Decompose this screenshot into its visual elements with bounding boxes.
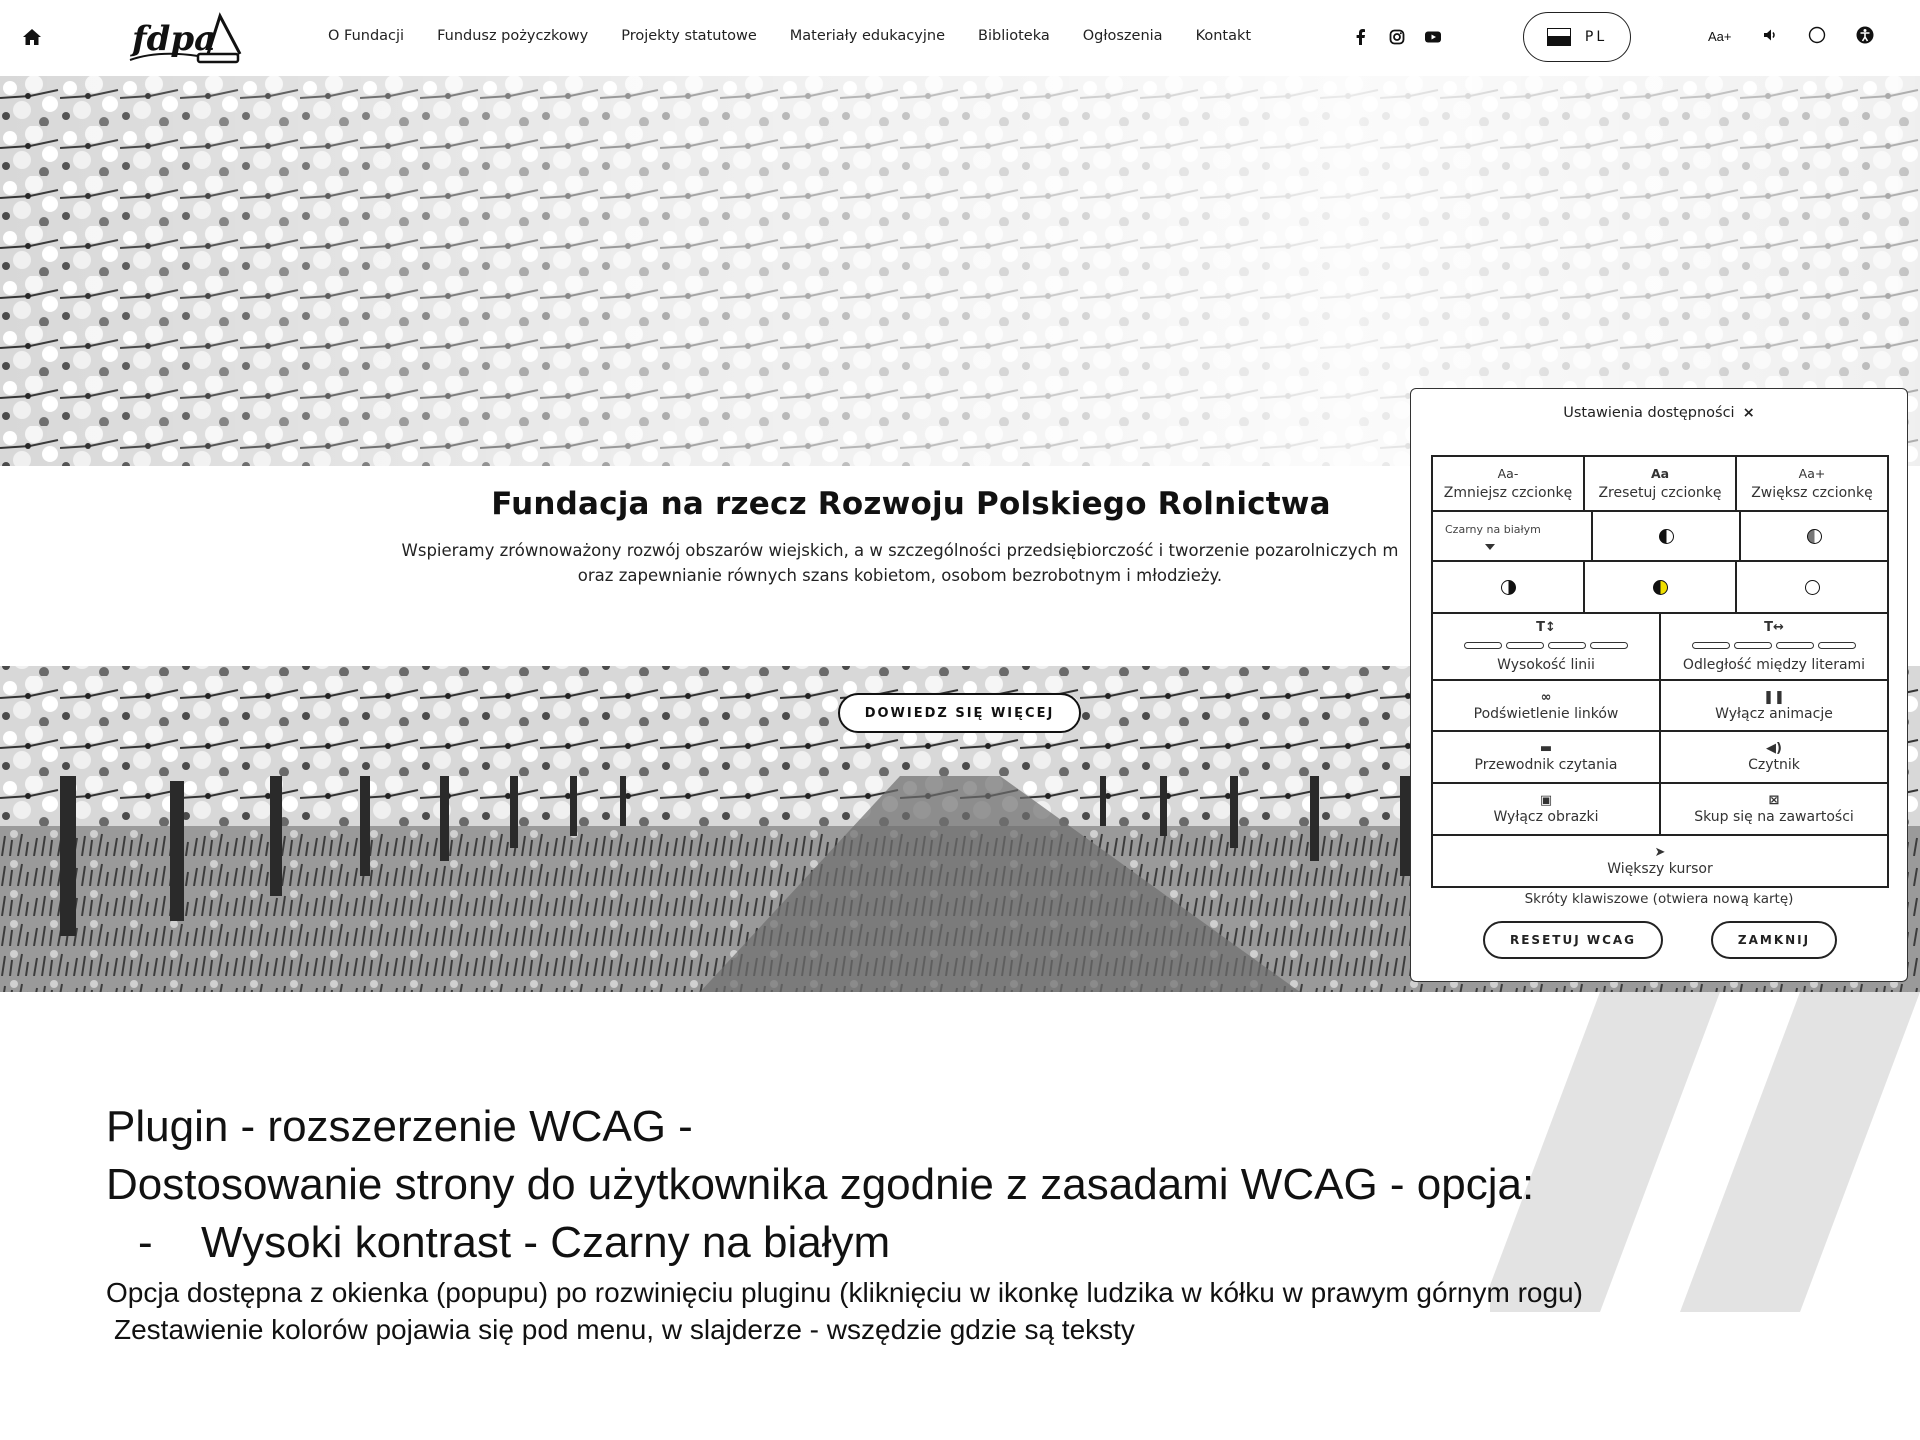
font-size-toggle[interactable]: Aa+	[1708, 29, 1732, 44]
keyboard-shortcuts-link[interactable]: Skróty klawiszowe (otwiera nową kartę)	[1524, 891, 1794, 907]
contrast-circle-icon[interactable]	[1808, 26, 1826, 47]
cursor-icon: ➤	[1654, 845, 1666, 860]
contrast-option-dark-button[interactable]	[1593, 512, 1741, 560]
reading-guide-label: Przewodnik czytania	[1474, 757, 1618, 773]
disable-animations-button[interactable]	[1661, 681, 1887, 730]
caption-line: Dostosowanie strony do użytkownika zgodnie z zasadami WCAG - opcja:	[106, 1160, 1535, 1209]
disable-images-label: Wyłącz obrazki	[1493, 809, 1599, 825]
focus-icon: ⊠	[1768, 793, 1780, 808]
image-icon: ▣	[1539, 793, 1553, 808]
accessibility-options-grid	[1431, 455, 1889, 888]
bigger-cursor-button[interactable]	[1433, 836, 1887, 886]
hero-subtitle	[400, 538, 1400, 588]
menu-item-o-fundacji[interactable]: O Fundacji	[328, 28, 405, 44]
close-button[interactable]: ZAMKNIJ	[1711, 921, 1837, 959]
menu-item-kontakt[interactable]: Kontakt	[1195, 28, 1252, 44]
contrast-half-icon	[1659, 529, 1674, 544]
contrast-half-icon	[1807, 529, 1822, 544]
menu-item-fundusz-pozyczkowy[interactable]: Fundusz pożyczkowy	[437, 28, 589, 44]
decrease-font-button[interactable]	[1433, 457, 1585, 510]
menu-item-projekty-statutowe[interactable]: Projekty statutowe	[621, 28, 757, 44]
popup-title: Ustawienia dostępności	[1563, 405, 1735, 421]
contrast-select[interactable]	[1433, 512, 1593, 560]
bullet-dash: -	[138, 1218, 153, 1267]
disable-animations-label: Wyłącz animacje	[1715, 705, 1833, 722]
home-icon[interactable]	[22, 28, 42, 46]
font-decrease-icon: Aa-	[1497, 466, 1519, 481]
reading-guide-icon: ▬	[1539, 741, 1553, 756]
highlight-links-button[interactable]	[1433, 681, 1661, 730]
top-navigation	[0, 0, 1920, 76]
pause-icon: ❚❚	[1763, 689, 1785, 705]
contrast-option-gray-button[interactable]	[1741, 512, 1887, 560]
menu-item-ogloszenia[interactable]: Ogłoszenia	[1082, 28, 1163, 44]
language-label: PL	[1584, 29, 1608, 45]
increase-font-label: Zwiększ czcionkę	[1751, 485, 1873, 501]
contrast-select-value: Czarny na białym	[1445, 522, 1541, 536]
caption-note: Opcja dostępna z okienka (popupu) po rozwinięciu pluginu (kliknięciu w ikonkę ludzika w kółku w prawym górnym rogu)	[106, 1277, 1583, 1308]
instagram-icon[interactable]	[1388, 28, 1406, 46]
reset-font-button[interactable]	[1585, 457, 1737, 510]
accessibility-icon[interactable]	[1856, 26, 1874, 47]
contrast-half-icon	[1501, 580, 1516, 595]
highlight-links-label: Podświetlenie linków	[1473, 705, 1619, 722]
hero-subtitle-line: oraz zapewnianie równych szans kobietom, osobom bezrobotnym i młodzieży.	[577, 566, 1223, 585]
line-height-control[interactable]	[1433, 614, 1661, 679]
bigger-cursor-label: Większy kursor	[1607, 861, 1713, 877]
contrast-option-inverted-button[interactable]	[1433, 562, 1585, 612]
svg-text:fdpa: fdpa	[132, 19, 217, 59]
flag-icon	[1547, 28, 1571, 46]
focus-content-label: Skup się na zawartości	[1694, 809, 1854, 825]
reader-label: Czytnik	[1748, 757, 1800, 773]
learn-more-button[interactable]: DOWIEDZ SIĘ WIĘCEJ	[838, 693, 1081, 733]
caption-bullet	[106, 1214, 1583, 1272]
reading-guide-button[interactable]	[1433, 732, 1661, 782]
focus-content-button[interactable]	[1661, 784, 1887, 834]
accessibility-settings-popup	[1410, 388, 1908, 982]
font-reset-icon: Aa	[1650, 466, 1670, 481]
speaker-icon[interactable]	[1762, 27, 1778, 46]
reset-font-label: Zresetuj czcionkę	[1598, 485, 1722, 501]
line-height-level-bars	[1464, 642, 1628, 649]
hero-title: Fundacja na rzecz Rozwoju Polskiego Rolnictwa	[491, 486, 1331, 522]
accessibility-toolbar	[1708, 26, 1874, 47]
language-switcher[interactable]	[1523, 12, 1631, 62]
hero-subtitle-line: Wspieramy zrównoważony rozwój obszarów wiejskich, a w szczególności przedsiębiorczość i tworzenie pozarolniczych m	[401, 541, 1399, 560]
caption-note: Zestawienie kolorów pojawia się pod menu, w slajderze - wszędzie gdzie są teksty	[114, 1314, 1135, 1345]
link-icon: ∞	[1540, 689, 1552, 705]
facebook-icon[interactable]	[1352, 28, 1370, 46]
youtube-icon[interactable]	[1424, 28, 1442, 46]
close-icon[interactable]: ×	[1742, 405, 1755, 421]
line-height-label: Wysokość linii	[1497, 657, 1595, 673]
fdpa-logo[interactable]	[128, 10, 243, 66]
contrast-option-white-button[interactable]	[1737, 562, 1887, 612]
slide-caption	[106, 1098, 1583, 1348]
contrast-option-yellow-button[interactable]	[1585, 562, 1737, 612]
increase-font-button[interactable]	[1737, 457, 1887, 510]
menu-item-biblioteka[interactable]: Biblioteka	[978, 28, 1050, 44]
main-menu	[328, 28, 1251, 44]
popup-header	[1411, 405, 1907, 421]
letter-spacing-level-bars	[1692, 642, 1856, 649]
letter-spacing-icon: T↔	[1764, 620, 1784, 635]
disable-images-button[interactable]	[1433, 784, 1661, 834]
circle-icon	[1805, 580, 1820, 595]
speaker-icon: ◀)	[1766, 741, 1782, 756]
stripe-shape	[1680, 992, 1920, 1312]
contrast-yellow-icon	[1653, 580, 1668, 595]
font-increase-icon: Aa+	[1798, 466, 1826, 481]
line-height-icon: T↕	[1536, 620, 1556, 635]
reset-wcag-button[interactable]: RESETUJ WCAG	[1483, 921, 1663, 959]
letter-spacing-control[interactable]	[1661, 614, 1887, 679]
menu-item-materialy-edukacyjne[interactable]: Materiały edukacyjne	[789, 28, 946, 44]
social-links	[1352, 28, 1442, 46]
letter-spacing-label: Odległość między literami	[1682, 657, 1866, 673]
reader-button[interactable]	[1661, 732, 1887, 782]
decrease-font-label: Zmniejsz czcionkę	[1443, 485, 1573, 501]
bullet-text: Wysoki kontrast - Czarny na białym	[201, 1218, 891, 1267]
caption-line: Plugin - rozszerzenie WCAG -	[106, 1102, 693, 1151]
chevron-down-icon	[1485, 544, 1495, 550]
